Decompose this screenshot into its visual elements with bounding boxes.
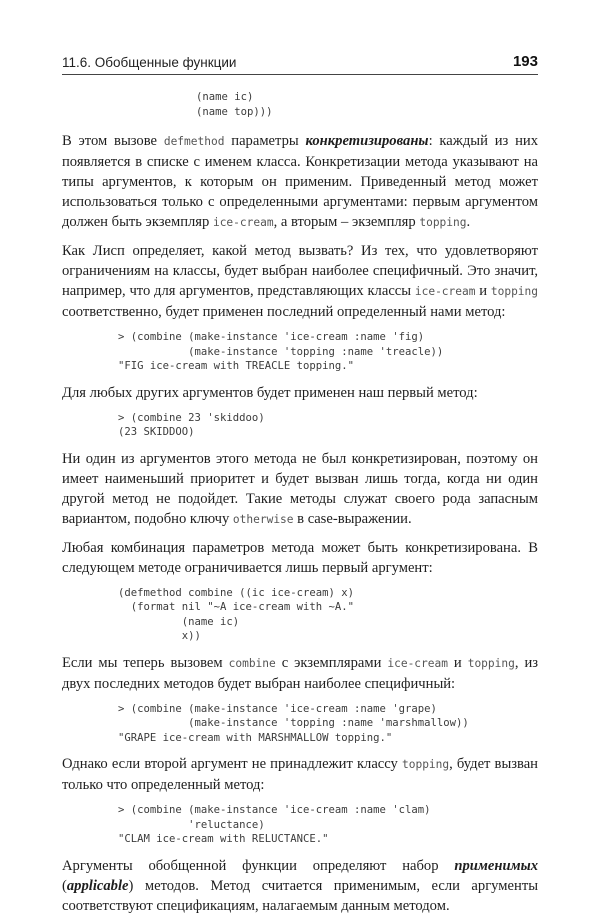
code-topping: topping (419, 216, 467, 229)
code-otherwise: otherwise (232, 512, 294, 526)
paragraph-method-selection: Как Лисп определяет, какой метод вызвать? Из тех, что удовлетворяют ограничениям на классы, будет выбран наиболее специфичный. Это значит, например, что для аргументов, представляющих классы ice-cream и topping соответственно, будет применен последний определенный нами метод: (62, 243, 539, 320)
code-defmethod: defmethod (163, 135, 225, 148)
paragraph-any-combination: Любая комбинация параметров метода может быть конкретизирована. В следующем методе ограничивается лишь первый аргумент: (62, 539, 538, 576)
term-applicable-ru: применимых (454, 857, 538, 874)
term-specialized: конкретизированы (305, 133, 429, 149)
code-block-grape-example: > (combine (make-instance 'ice-cream :name 'grape) (make-instance 'topping :name 'marshmallow)) "GRAPE ice-cream with MARSHMALLOW topping." (118, 702, 469, 744)
code-combine: combine (228, 656, 276, 670)
section-title: 11.6. Обобщенные функции (62, 55, 237, 70)
code-topping: topping (467, 656, 515, 670)
paragraph-applicable-methods: Аргументы обобщенной функции определяют набор применимых (applicable) методов. Метод считается применимым, если аргументы соответствуют спецификациям, налагаемым данным методом. (62, 857, 538, 914)
paragraph-second-arg-not-topping: Однако если второй аргумент не принадлежит классу topping, будет вызван только что определенный метод: (62, 756, 538, 793)
paragraph-most-specific: Если мы теперь вызовем combine с экземплярами ice-cream и topping, из двух последних методов будет выбран наиболее специфичный: (62, 654, 539, 692)
code-block-continuation: (name ic) (name top))) (196, 91, 273, 118)
running-header (62, 52, 538, 75)
code-block-defmethod-combine: (defmethod combine ((ic ice-cream) x) (format nil "~A ice-cream with ~A." (name ic) x)) (118, 586, 354, 642)
code-topping: topping (490, 285, 539, 298)
code-block-skiddoo-example: > (combine 23 'skiddoo) (23 SKIDDOO) (118, 411, 265, 438)
page-number: 193 (512, 53, 538, 70)
code-ice-cream: ice-cream (212, 216, 274, 229)
term-applicable-en: applicable (66, 877, 129, 894)
paragraph-other-arguments: Для любых других аргументов будет применен наш первый метод: (62, 384, 478, 401)
page-body (62, 90, 538, 924)
code-topping: topping (401, 758, 450, 771)
code-block-clam-example: > (combine (make-instance 'ice-cream :name 'clam) 'reluctance) "CLAM ice-cream with RELUCTANCE." (118, 804, 431, 845)
code-ice-cream: ice-cream (387, 656, 448, 670)
code-block-fig-example: > (combine (make-instance 'ice-cream :name 'fig) (make-instance 'topping :name 'treacle)) "FIG ice-cream with TREACLE topping." (118, 331, 444, 372)
paragraph-specialized-params: В этом вызове defmethod параметры конкретизированы: каждый из них появляется в списке с именем класса. Конкретизации метода указывают на типы аргументов, к которым он применим. Приведенный метод может использоваться только с определенными аргументами: первым аргументом должен быть экземпляр ice-cream, а вторым – экземпляр topping. (62, 133, 539, 230)
code-ice-cream: ice-cream (414, 285, 476, 298)
paragraph-fallback-method: Ни один из аргументов этого метода не был конкретизирован, поэтому он имеет наименьший приоритет и будет вызван лишь тогда, когда ни один другой метод не подойдет. Такие методы служат своего рода запасным вариантом, подобно ключу otherwise в case-выражении. (62, 450, 538, 527)
